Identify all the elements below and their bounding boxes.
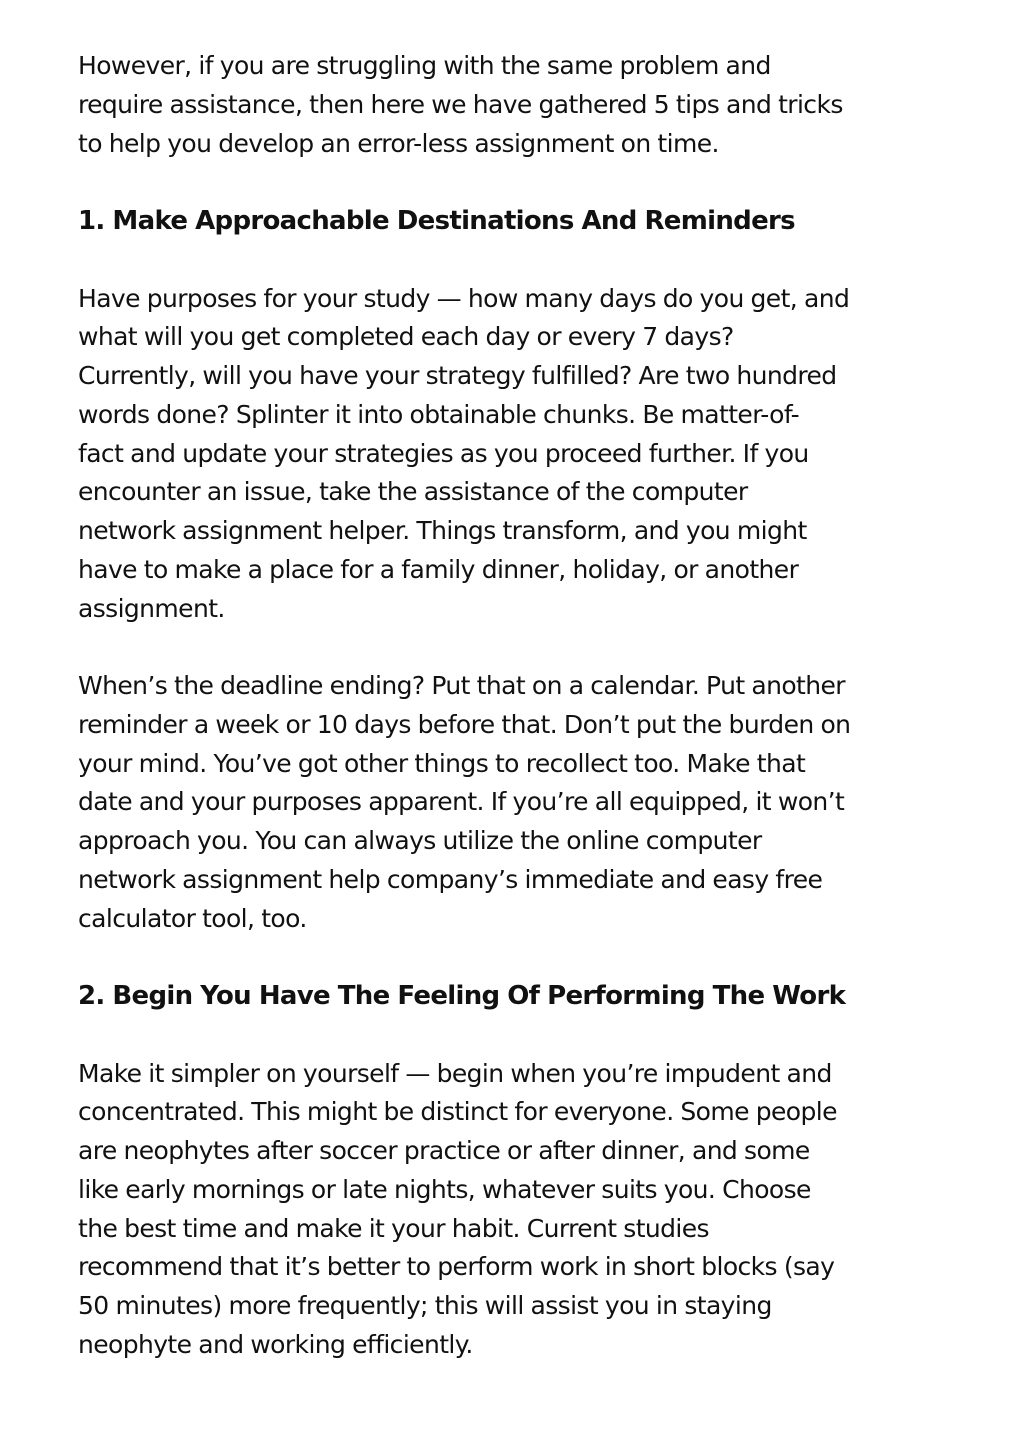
section-1-paragraph-2	[78, 667, 968, 938]
text-line: are neophytes after soccer practice or after dinner, and some	[78, 1136, 810, 1165]
section-1-heading: 1. Make Approachable Destinations And Reminders	[78, 206, 795, 236]
spacer	[78, 1016, 968, 1055]
text-line: However, if you are struggling with the same problem and	[78, 51, 771, 80]
text-line: concentrated. This might be distinct for everyone. Some people	[78, 1097, 837, 1127]
section-2-heading: 2. Begin You Have The Feeling Of Performing The Work	[78, 981, 846, 1011]
document-page	[78, 47, 968, 1365]
text-line: Make it simpler on yourself — begin when you’re impudent and	[78, 1058, 832, 1088]
text-line: date and your purposes apparent. If you’re all equipped, it won’t	[78, 787, 845, 817]
spacer	[78, 163, 968, 202]
text-line: have to make a place for a family dinner, holiday, or another	[78, 554, 799, 584]
text-line: When’s the deadline ending? Put that on a calendar. Put another	[78, 671, 845, 700]
text-line: your mind. You’ve got other things to recollect too. Make that	[78, 748, 806, 778]
text-line: neophyte and working efficiently.	[78, 1329, 473, 1359]
intro-paragraph	[78, 47, 968, 163]
text-line: reminder a week or 10 days before that. Don’t put the burden on	[78, 709, 851, 739]
spacer	[78, 938, 968, 977]
section-2-paragraph-1	[78, 1055, 968, 1365]
text-line: recommend that it’s better to perform work in short blocks (say	[78, 1252, 835, 1282]
text-line: encounter an issue, take the assistance of the computer	[78, 477, 748, 507]
text-line: require assistance, then here we have gathered 5 tips and tricks	[78, 89, 843, 119]
text-line: Have purposes for your study — how many days do you get, and	[78, 283, 850, 313]
text-line: network assignment helper. Things transform, and you might	[78, 516, 807, 545]
text-line: calculator tool, too.	[78, 903, 307, 933]
text-line: words done? Splinter it into obtainable chunks. Be matter-of-	[78, 399, 800, 429]
text-line: the best time and make it your habit. Current studies	[78, 1213, 709, 1243]
text-line: Currently, will you have your strategy fulfilled? Are two hundred	[78, 361, 837, 390]
text-line: approach you. You can always utilize the online computer	[78, 826, 762, 855]
section-1-paragraph-1	[78, 280, 968, 629]
text-line: what will you get completed each day or every 7 days?	[78, 322, 734, 352]
spacer	[78, 241, 968, 280]
text-line: network assignment help company’s immediate and easy free	[78, 864, 823, 894]
text-line: like early mornings or late nights, whatever suits you. Choose	[78, 1174, 811, 1204]
text-line: fact and update your strategies as you proceed further. If you	[78, 438, 809, 468]
text-line: assignment.	[78, 593, 225, 623]
text-line: to help you develop an error-less assignment on time.	[78, 128, 719, 158]
text-line: 50 minutes) more frequently; this will assist you in staying	[78, 1291, 772, 1320]
spacer	[78, 628, 968, 667]
